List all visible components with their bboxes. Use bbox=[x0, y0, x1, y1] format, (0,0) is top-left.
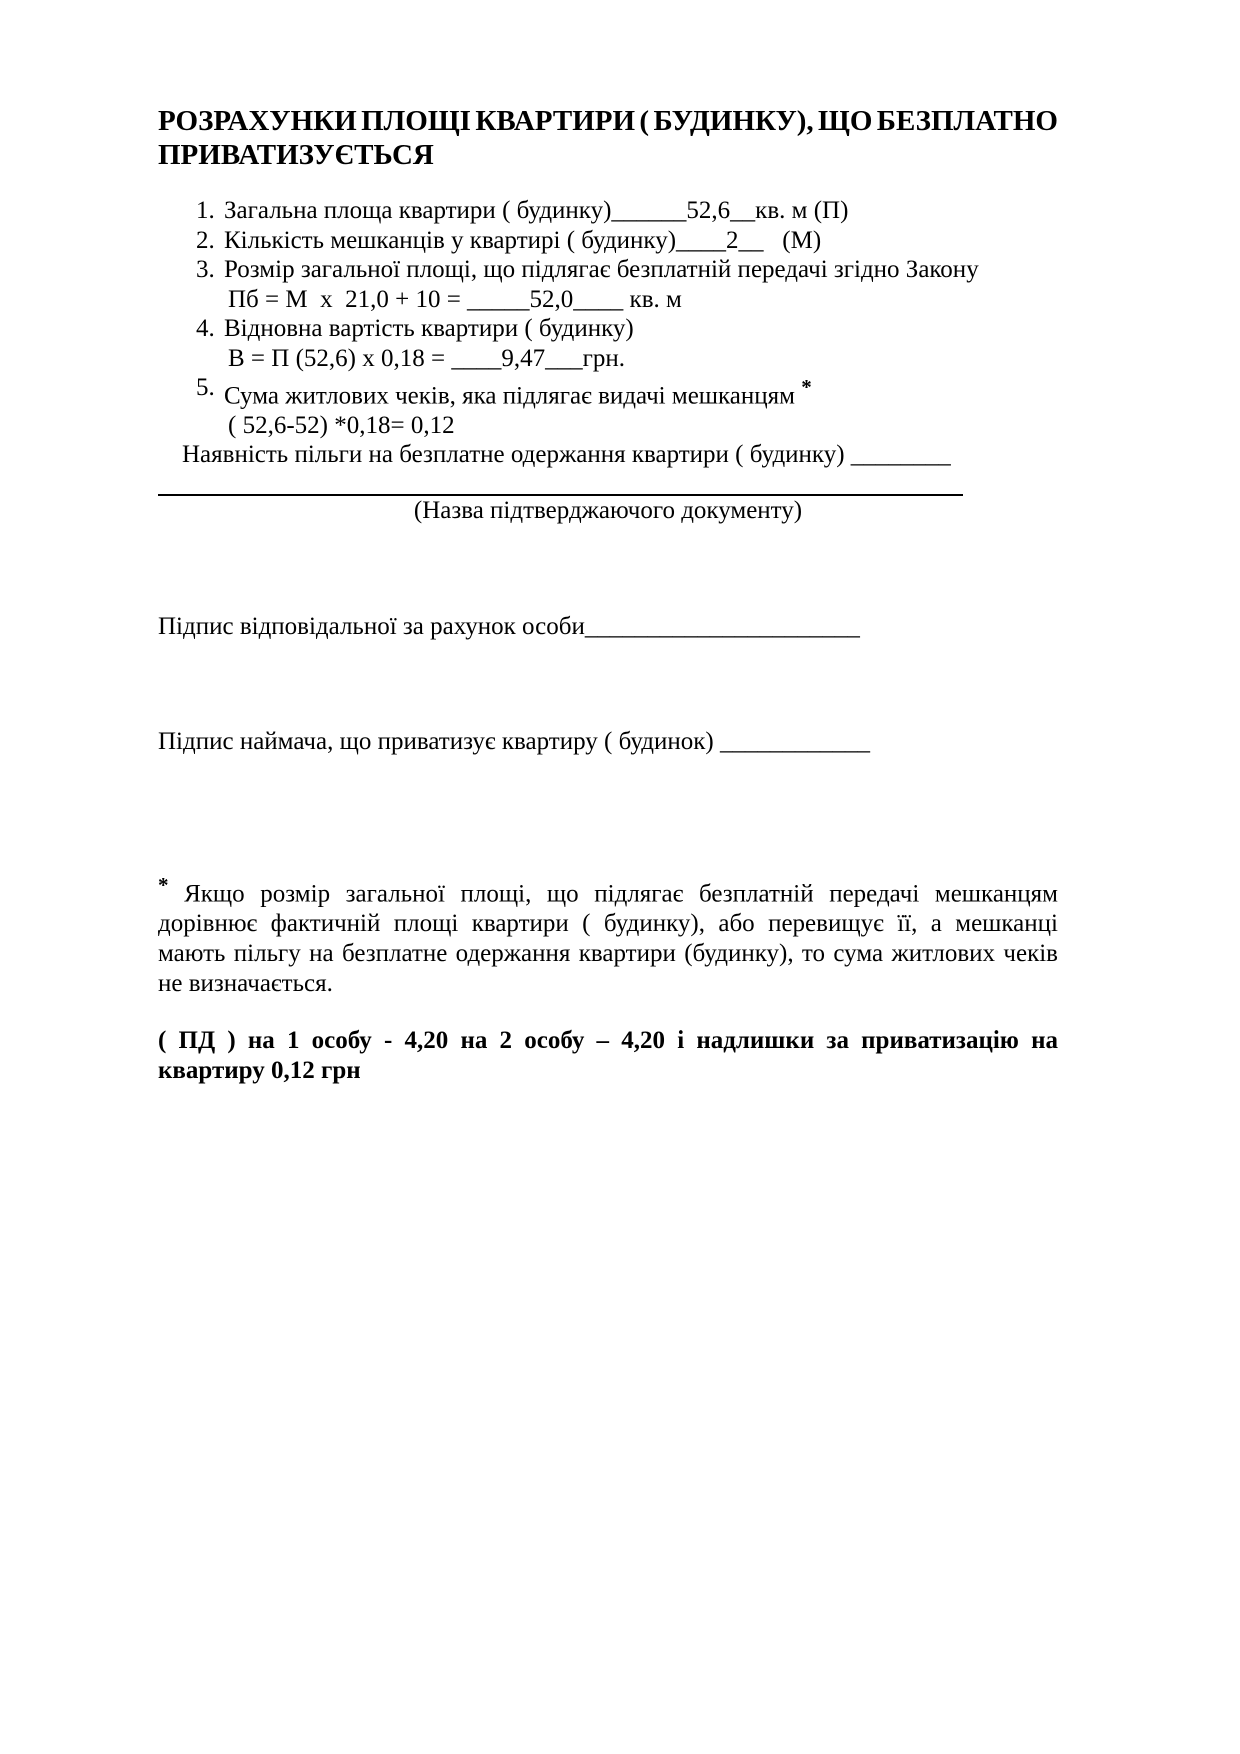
title-word: ЩО bbox=[818, 105, 873, 137]
document-title-line1 bbox=[158, 104, 1058, 138]
title-word: КВАРТИРИ bbox=[475, 105, 636, 137]
list-item-text: Розмір загальної площі, що підлягає безплатній передачі згідно Закону bbox=[224, 256, 979, 283]
title-word: ПЛОЩІ bbox=[361, 105, 471, 137]
formula-free-transfer-area: Пб = М х 21,0 + 10 = _____52,0____ кв. м bbox=[228, 285, 682, 313]
document-title-line2: ПРИВАТИЗУЄТЬСЯ bbox=[158, 139, 434, 171]
document-content bbox=[158, 104, 1058, 1086]
list-item-number: 3. bbox=[196, 256, 215, 283]
list-item-text: Сума житлових чеків, яка підлягає видачі мешканцям * bbox=[224, 375, 812, 410]
calculation-list bbox=[158, 196, 1058, 470]
list-item-number: 4. bbox=[196, 315, 215, 342]
title-word: ( bbox=[639, 105, 650, 137]
list-item-number: 2. bbox=[196, 226, 215, 254]
footnote-reference-asterisk: * bbox=[801, 375, 812, 399]
signature-line-tenant: Підпис наймача, що приватизує квартиру ( будинок) ____________ bbox=[158, 727, 870, 755]
list-item-text: Відновна вартість квартири ( будинку) bbox=[224, 315, 634, 342]
pd-note-paragraph: ( ПД ) на 1 особу - 4,20 на 2 особу – 4,20 і надлишки за приватизацію на квартиру 0,12 грн bbox=[158, 1027, 1058, 1085]
footnote-text: Якщо розмір загальної площі, що підлягає безплатній передачі мешканцям дорівнює фактичній площі квартири ( будинку), або перевищує її, а мешканці мають пільгу на безплатне одержання квартири (будинку), то сума житлових чеків не визначається. bbox=[158, 880, 1058, 998]
list-item-free-transfer-area bbox=[158, 255, 1058, 285]
footnote-paragraph bbox=[158, 870, 1058, 999]
title-word: РОЗРАХУНКИ bbox=[158, 105, 357, 137]
confirming-document-caption: (Назва підтверджаючого документу) bbox=[413, 496, 803, 524]
signature-line-responsible-person: Підпис відповідальної за рахунок особи______________________ bbox=[158, 612, 860, 640]
list-item-residents-count bbox=[158, 226, 1058, 256]
list-item-number: 1. bbox=[196, 197, 215, 224]
list-item-total-area bbox=[158, 196, 1058, 226]
list-item-text: Загальна площа квартири ( будинку)______52,6__кв. м (П) bbox=[224, 197, 849, 224]
title-word: БУДИНКУ), bbox=[653, 105, 814, 137]
formula-restoration-value: В = П (52,6) х 0,18 = ____9,47___грн. bbox=[228, 344, 625, 372]
title-word: БЕЗПЛАТНО bbox=[876, 105, 1058, 137]
list-item-number: 5. bbox=[196, 374, 215, 401]
document-title bbox=[158, 104, 1058, 172]
footnote-asterisk: * bbox=[158, 872, 169, 897]
benefit-availability-line: Наявність пільги на безплатне одержання квартири ( будинку) ________ bbox=[182, 441, 951, 469]
list-item-text: Кількість мешканців у квартирі ( будинку)____2__ (М) bbox=[224, 226, 822, 254]
formula-housing-checks-sum: ( 52,6-52) *0,18= 0,12 bbox=[228, 411, 455, 439]
list-item-restoration-value bbox=[158, 314, 1058, 344]
list-item-housing-checks-sum bbox=[158, 373, 1058, 411]
